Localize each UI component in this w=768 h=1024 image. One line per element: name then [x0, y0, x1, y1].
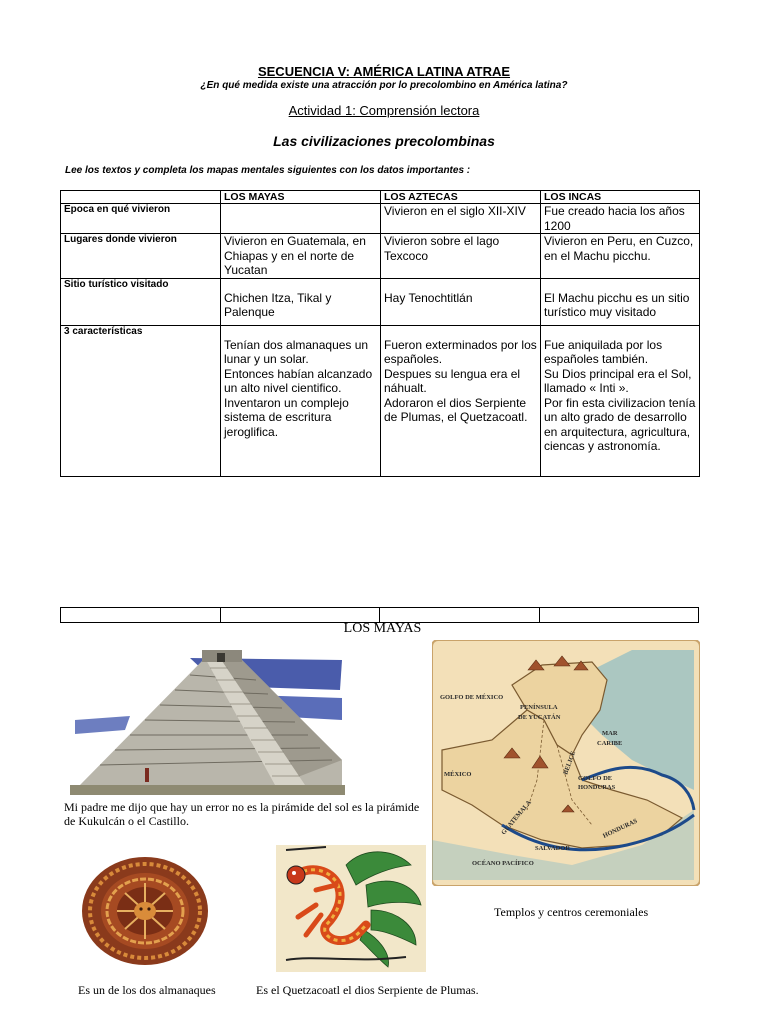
cell-incas: Vivieron en Peru, en Cuzco, en el Machu picchu. [541, 234, 700, 279]
cell-aztecas: Hay Tenochtitlán [381, 278, 541, 325]
map-label: MAR [602, 730, 618, 737]
section-heading: Las civilizaciones precolombinas [273, 133, 495, 149]
quetzalcoatl-caption: Es el Quetzacoatl el dios Serpiente de Plumas. [256, 983, 479, 997]
cell-mayas: Vivieron en Guatemala, en Chiapas y en el norte de Yucatan [221, 234, 381, 279]
civilizations-table [60, 190, 700, 477]
cell-incas: Fue aniquilada por los españoles también. Su Dios principal era el Sol, llamado « Inti ». Por fin esta civilizacion tenía un alto grado de desarrollo en arquitectura, agricultura, ciencas y astronomía. [541, 325, 700, 476]
table-row [61, 278, 700, 325]
pyramid-image [70, 650, 345, 795]
cell-incas: Fue creado hacia los años 1200 [541, 204, 700, 234]
cell-aztecas: Vivieron sobre el lago Texcoco [381, 234, 541, 279]
header-cell: LOS MAYAS [221, 191, 381, 204]
cell-aztecas: Fueron exterminados por los españoles. Despues su lengua era el náhualt. Adoraron el dios Serpiente de Plumas, el Quetzacoatl. [381, 325, 541, 476]
map-label: DE YUCATÁN [518, 714, 561, 721]
table-header-row [61, 191, 700, 204]
map-label: PENÍNSULA [520, 704, 558, 711]
map-label: BELICE [562, 750, 578, 776]
table-row [61, 325, 700, 476]
map-caption: Templos y centros ceremoniales [494, 905, 649, 919]
table-row [61, 234, 700, 279]
map-label: OCÉANO PACÍFICO [472, 860, 534, 867]
cell-mayas: Chichen Itza, Tikal y Palenque [221, 278, 381, 325]
quetzalcoatl-image [276, 845, 426, 972]
map-label: HONDURAS [601, 817, 639, 840]
table-row [61, 204, 700, 234]
header-cell [61, 191, 221, 204]
row-label: Epoca en qué vivieron [61, 204, 221, 234]
mayas-heading: LOS MAYAS [343, 621, 422, 636]
row-label: Lugares donde vivieron [61, 234, 221, 279]
page-subtitle: ¿En qué medida existe una atracción por lo precolombino en América latina? [200, 80, 568, 91]
cell-mayas: Tenían dos almanaques un lunar y un solar. Entonces habían alcanzado un alto nivel cientifico. Inventaron un complejo sistema de escritura jeroglifica. [221, 325, 381, 476]
cell-aztecas: Vivieron en el siglo XII-XIV [381, 204, 541, 234]
activity-title: Actividad 1: Comprensión lectora [288, 103, 480, 118]
page-title: SECUENCIA V: AMÉRICA LATINA ATRAE [257, 64, 511, 79]
map-label: CARIBE [597, 740, 623, 747]
map-label: GUATEMALA [500, 799, 533, 837]
calendar-stone-image [80, 855, 210, 967]
map-label: GOLFO DE MÉXICO [440, 694, 504, 701]
map-label: MÉXICO [444, 771, 472, 778]
row-label: 3 características [61, 325, 221, 476]
header-cell: LOS INCAS [541, 191, 700, 204]
row-label: Sitio turístico visitado [61, 278, 221, 325]
map-label: SALVADOR [535, 845, 571, 852]
cell-mayas [221, 204, 381, 234]
map-label: HONDURAS [578, 784, 616, 791]
calendar-caption: Es un de los dos almanaques [78, 983, 216, 997]
maya-region-map [432, 640, 700, 886]
cell-incas: El Machu picchu es un sitio turístico muy visitado [541, 278, 700, 325]
map-label: GOLFO DE [578, 775, 613, 782]
instructions: Lee los textos y completa los mapas mentales siguientes con los datos importantes : [65, 165, 471, 176]
pyramid-caption: Mi padre me dijo que hay un error no es la pirámide del sol es la pirámide de Kukulcán o el Castillo. [64, 800, 420, 828]
header-cell: LOS AZTECAS [381, 191, 541, 204]
